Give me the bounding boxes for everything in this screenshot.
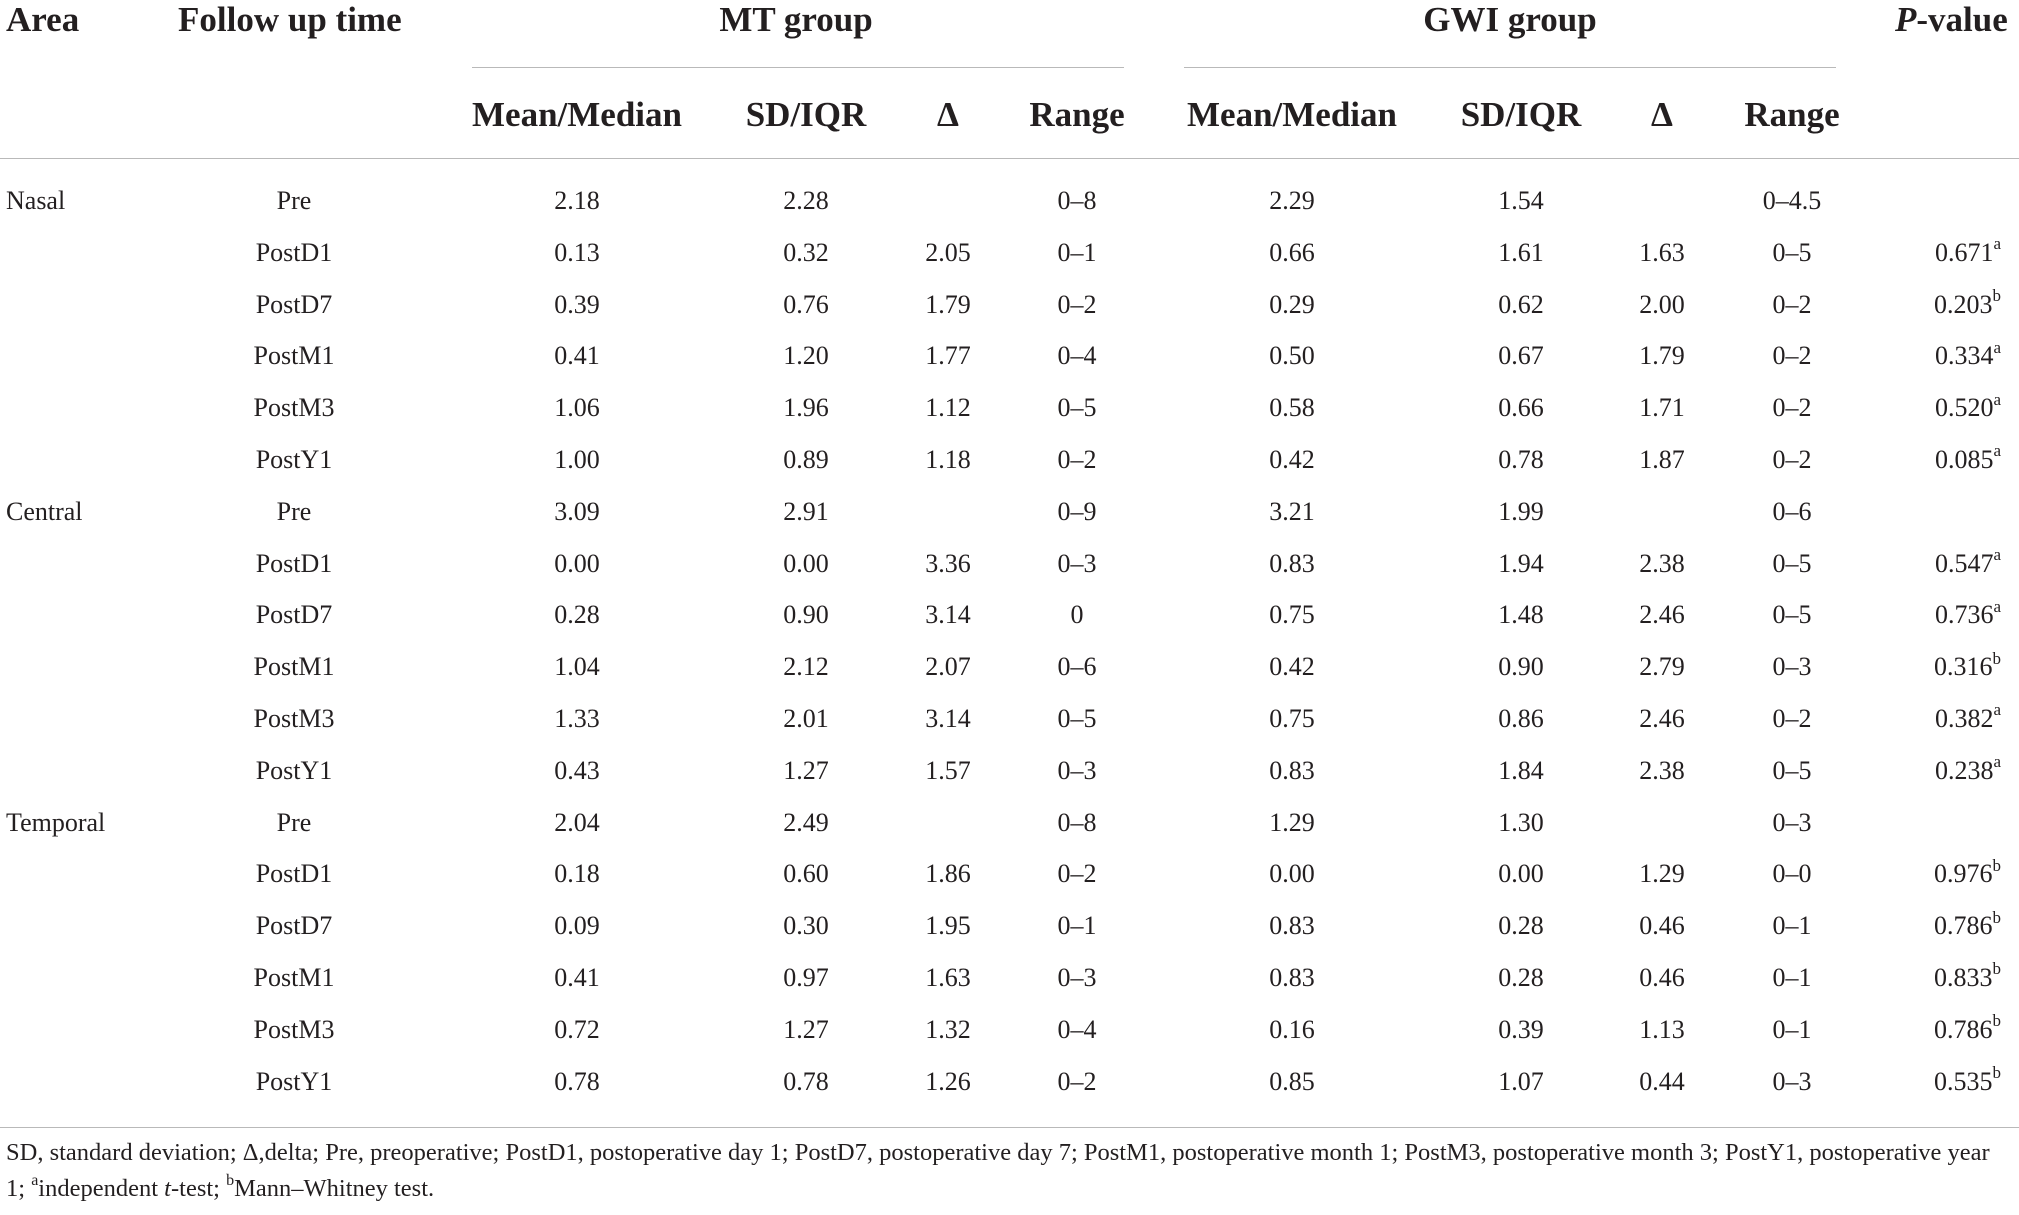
gwi-sd-cell: 0.28 <box>1498 911 1544 941</box>
mt-range-cell: 0–9 <box>1057 496 1097 526</box>
p-value-number: 0.547 <box>1934 548 1994 578</box>
follow-up-cell: PostD1 <box>255 548 333 578</box>
gwi-delta-cell: 1.79 <box>1639 341 1685 371</box>
gwi-mean-cell: 0.75 <box>1269 704 1315 733</box>
mt-range-cell: 0–5 <box>1057 704 1097 733</box>
p-value-test-marker: a <box>1993 389 2001 409</box>
gwi-mean-cell: 0.42 <box>1269 445 1315 474</box>
gwi-sd-cell: 0.67 <box>1498 341 1544 371</box>
gwi-sd-cell: 0.28 <box>1498 963 1544 992</box>
mt-mean-cell: 0.43 <box>554 755 600 785</box>
mt-mean-cell: 0.39 <box>554 289 600 319</box>
mt-sd-cell: 2.12 <box>783 652 829 682</box>
p-value-number: 0.786 <box>1934 911 1993 941</box>
p-value-cell <box>1934 441 2001 475</box>
header-area: Area <box>6 0 80 39</box>
mt-delta-cell: 1.57 <box>925 755 971 785</box>
gwi-sd-cell: 0.39 <box>1498 1014 1544 1044</box>
mt-mean-cell: 0.28 <box>554 600 600 630</box>
p-value-number: 0.382 <box>1934 704 1994 733</box>
mt-sd-cell: 0.60 <box>783 859 829 889</box>
p-value-test-marker: a <box>1993 337 2001 357</box>
header-bottom-rule <box>0 158 2019 159</box>
gwi-delta-cell: 1.63 <box>1639 237 1685 267</box>
mt-range-cell: 0–4 <box>1057 1014 1097 1044</box>
follow-up-cell: PostD1 <box>255 859 333 889</box>
mt-range-cell: 0–2 <box>1057 445 1097 474</box>
gwi-delta-cell: 1.87 <box>1639 445 1685 474</box>
mt-sd-cell: 0.32 <box>783 237 829 267</box>
mt-sd-cell: 1.27 <box>783 1014 829 1044</box>
mt-range-cell: 0–1 <box>1057 237 1097 267</box>
mt-range-cell: 0–2 <box>1057 289 1097 319</box>
mt-delta-cell: 2.05 <box>925 237 971 267</box>
p-value-test-marker: b <box>1992 285 2001 305</box>
table-bottom-rule <box>0 1127 2019 1128</box>
gwi-range-cell: 0–2 <box>1772 445 1812 474</box>
mt-delta-cell: 1.12 <box>925 393 971 423</box>
mt-sd-cell: 0.00 <box>783 548 829 578</box>
mt-mean-cell: 1.04 <box>554 652 600 682</box>
gwi-range-cell: 0–3 <box>1772 807 1812 837</box>
gwi-sd-cell: 1.84 <box>1498 755 1544 785</box>
mt-range-cell: 0–8 <box>1057 186 1097 215</box>
gwi-sd-cell: 1.61 <box>1498 237 1544 267</box>
gwi-sd-cell: 0.66 <box>1498 393 1544 423</box>
gwi-delta-cell: 1.71 <box>1639 393 1685 423</box>
gwi-delta-cell: 2.46 <box>1639 600 1685 630</box>
mt-delta-cell: 1.95 <box>925 911 971 941</box>
mt-sd-cell: 0.30 <box>783 911 829 941</box>
follow-up-cell: PostM1 <box>253 652 335 682</box>
mt-mean-cell: 0.00 <box>554 548 600 578</box>
follow-up-cell: PostD7 <box>255 600 333 630</box>
gwi-delta-cell: 1.29 <box>1639 859 1685 889</box>
gwi-range-cell: 0–2 <box>1772 704 1812 733</box>
gwi-range-cell: 0–1 <box>1772 963 1812 992</box>
area-cell: Nasal <box>6 186 66 215</box>
mt-range-cell: 0–5 <box>1057 393 1097 423</box>
mt-sd-cell: 2.49 <box>783 807 829 837</box>
mt-range-cell: 0 <box>1070 600 1084 630</box>
mt-mean-cell: 0.72 <box>554 1014 600 1044</box>
gwi-mean-cell: 1.29 <box>1269 807 1315 837</box>
gwi-range-cell: 0–5 <box>1772 237 1812 267</box>
p-value-test-marker: a <box>1993 752 2001 772</box>
gwi-range-cell: 0–6 <box>1772 496 1812 526</box>
gwi-mean-cell: 0.66 <box>1269 237 1315 267</box>
follow-up-cell: PostD7 <box>255 289 333 319</box>
footnote-text-4: Mann–Whitney test. <box>234 1175 435 1202</box>
gwi-range-cell: 0–1 <box>1772 911 1812 941</box>
mt-delta-cell: 3.14 <box>925 600 971 630</box>
p-value-cell <box>1934 752 2001 786</box>
subheader-gwi-delta: Δ <box>1651 95 1673 134</box>
p-value-number: 0.203 <box>1934 289 1993 319</box>
p-value-number: 0.786 <box>1934 1014 1993 1044</box>
mt-sd-cell: 1.20 <box>783 341 829 371</box>
mt-sd-cell: 0.90 <box>783 600 829 630</box>
gwi-range-cell: 0–1 <box>1772 1014 1812 1044</box>
mt-delta-cell: 1.86 <box>925 859 971 889</box>
gwi-mean-cell: 3.21 <box>1269 496 1315 526</box>
gwi-delta-cell: 1.13 <box>1639 1014 1685 1044</box>
mt-range-cell: 0–4 <box>1057 341 1097 371</box>
footnote-text-2: independent <box>38 1175 165 1202</box>
p-value-cell <box>1934 544 2001 579</box>
mt-delta-cell: 1.79 <box>925 289 971 319</box>
gwi-range-cell: 0–5 <box>1772 600 1812 630</box>
p-value-test-marker: b <box>1992 907 2001 927</box>
mt-delta-cell: 3.36 <box>925 548 971 578</box>
mt-mean-cell: 0.18 <box>554 859 600 889</box>
p-value-number: 0.316 <box>1934 652 1993 682</box>
p-value-cell <box>1934 1062 2001 1097</box>
mt-delta-cell: 1.32 <box>925 1014 971 1044</box>
gwi-sd-cell: 1.54 <box>1498 186 1544 215</box>
gwi-mean-cell: 0.85 <box>1269 1066 1315 1096</box>
gwi-range-cell: 0–3 <box>1772 652 1812 682</box>
subheader-mt-range: Range <box>1029 95 1125 134</box>
gwi-mean-cell: 0.00 <box>1269 859 1315 889</box>
mt-range-cell: 0–3 <box>1057 755 1097 785</box>
mt-mean-cell: 2.18 <box>554 186 600 215</box>
p-value-test-marker: b <box>1992 959 2001 979</box>
p-value-number: 0.535 <box>1934 1066 1993 1096</box>
mt-mean-cell: 0.78 <box>554 1066 600 1096</box>
mt-mean-cell: 3.09 <box>554 496 600 526</box>
gwi-delta-cell: 0.44 <box>1639 1066 1685 1096</box>
gwi-range-cell: 0–3 <box>1772 1066 1812 1096</box>
mt-sd-cell: 1.96 <box>783 393 829 423</box>
footnote-sup-b: b <box>226 1171 235 1189</box>
gwi-range-cell: 0–5 <box>1772 548 1812 578</box>
mt-delta-cell: 1.77 <box>925 341 971 371</box>
mt-delta-cell: 2.07 <box>925 652 971 682</box>
gwi-sd-cell: 1.30 <box>1498 807 1544 837</box>
p-value-number: 0.976 <box>1934 859 1993 889</box>
mt-mean-cell: 2.04 <box>554 807 600 837</box>
mt-range-cell: 0–2 <box>1057 1066 1097 1096</box>
footnote-text-1: SD, standard deviation; Δ,delta; Pre, preoperative; PostD1, postoperative day 1; PostD7, postoperative day 7; PostM1, postoperative month 1; PostM3, postoperative month 3; PostY1, postoperative year 1; <box>6 1139 1990 1202</box>
header-p-value <box>1895 0 2008 40</box>
p-value-number: 0.238 <box>1934 755 1994 785</box>
gwi-delta-cell: 2.38 <box>1639 755 1685 785</box>
mt-range-cell: 0–6 <box>1057 652 1097 682</box>
gwi-delta-cell: 2.46 <box>1639 704 1685 733</box>
mt-mean-cell: 1.00 <box>554 445 600 474</box>
mt-range-cell: 0–1 <box>1057 911 1097 941</box>
subheader-gwi-mean: Mean/Median <box>1187 95 1397 134</box>
gwi-delta-cell: 2.79 <box>1639 652 1685 682</box>
mt-mean-cell: 1.06 <box>554 393 600 423</box>
p-value-cell <box>1934 959 2001 993</box>
area-cell: Temporal <box>6 807 106 837</box>
follow-up-cell: PostY1 <box>255 445 333 474</box>
mt-sd-cell: 2.28 <box>783 186 829 215</box>
gwi-sd-cell: 0.90 <box>1498 652 1544 682</box>
gwi-sd-cell: 1.48 <box>1498 600 1544 630</box>
table-footnote <box>6 1135 2011 1207</box>
footnote-t-italic: t <box>164 1175 171 1202</box>
mt-sd-cell: 2.91 <box>783 496 829 526</box>
gwi-sd-cell: 0.62 <box>1498 289 1544 319</box>
p-value-test-marker: a <box>1993 544 2001 564</box>
gwi-range-cell: 0–5 <box>1772 755 1812 785</box>
gwi-sd-cell: 0.86 <box>1498 704 1544 733</box>
follow-up-cell: PostY1 <box>255 755 333 785</box>
header-follow-up-time: Follow up time <box>178 0 402 39</box>
p-value-test-marker: b <box>1992 855 2001 875</box>
p-value-test-marker: b <box>1992 1011 2001 1031</box>
gwi-range-cell: 0–2 <box>1772 393 1812 423</box>
gwi-group-underline <box>1184 67 1836 68</box>
gwi-mean-cell: 0.42 <box>1269 652 1315 682</box>
gwi-sd-cell: 0.78 <box>1498 445 1544 474</box>
mt-range-cell: 0–3 <box>1057 963 1097 992</box>
mt-delta-cell: 1.18 <box>925 445 971 474</box>
mt-sd-cell: 0.89 <box>783 445 829 474</box>
p-value-test-marker: a <box>1993 596 2001 616</box>
follow-up-cell: Pre <box>276 807 312 837</box>
p-value-test-marker: b <box>1992 648 2001 668</box>
mt-mean-cell: 0.09 <box>554 911 600 941</box>
p-value-cell <box>1934 700 2001 734</box>
follow-up-cell: PostM1 <box>253 963 335 992</box>
p-value-suffix: -value <box>1916 0 2008 39</box>
p-value-cell <box>1934 234 2001 268</box>
p-value-number: 0.520 <box>1934 393 1994 423</box>
follow-up-cell: PostM3 <box>253 393 335 423</box>
mt-delta-cell: 1.63 <box>925 963 971 992</box>
mt-sd-cell: 1.27 <box>783 755 829 785</box>
gwi-sd-cell: 0.00 <box>1498 859 1544 889</box>
p-value-cell <box>1934 389 2001 423</box>
gwi-sd-cell: 1.07 <box>1498 1066 1544 1096</box>
subheader-mt-delta: Δ <box>937 95 959 134</box>
mt-group-underline <box>472 67 1124 68</box>
subheader-gwi-range: Range <box>1744 95 1840 134</box>
gwi-mean-cell: 2.29 <box>1269 186 1315 215</box>
follow-up-cell: Pre <box>276 186 312 215</box>
mt-mean-cell: 1.33 <box>554 704 600 733</box>
follow-up-cell: PostD7 <box>255 911 333 941</box>
gwi-range-cell: 0–4.5 <box>1762 186 1822 215</box>
gwi-sd-cell: 1.99 <box>1498 496 1544 526</box>
follow-up-cell: PostM3 <box>253 1014 335 1044</box>
gwi-mean-cell: 0.83 <box>1269 911 1315 941</box>
gwi-sd-cell: 1.94 <box>1498 548 1544 578</box>
gwi-mean-cell: 0.83 <box>1269 755 1315 785</box>
gwi-range-cell: 0–2 <box>1772 341 1812 371</box>
gwi-range-cell: 0–2 <box>1772 289 1812 319</box>
gwi-mean-cell: 0.58 <box>1269 393 1315 423</box>
p-value-cell <box>1934 596 2001 630</box>
subheader-gwi-sd: SD/IQR <box>1460 95 1582 134</box>
gwi-mean-cell: 0.83 <box>1269 548 1315 578</box>
mt-delta-cell: 1.26 <box>925 1066 971 1096</box>
p-value-number: 0.736 <box>1934 600 1994 630</box>
p-value-test-marker: b <box>1992 1062 2001 1082</box>
subheader-mt-mean: Mean/Median <box>472 95 682 134</box>
gwi-delta-cell: 2.00 <box>1639 289 1685 319</box>
mt-mean-cell: 0.41 <box>554 963 600 992</box>
p-value-test-marker: a <box>1993 700 2001 720</box>
p-value-cell <box>1934 855 2001 889</box>
p-value-cell <box>1934 337 2001 371</box>
follow-up-cell: PostD1 <box>255 237 333 267</box>
mt-range-cell: 0–3 <box>1057 548 1097 578</box>
gwi-delta-cell: 2.38 <box>1639 548 1685 578</box>
follow-up-cell: PostM3 <box>253 704 335 733</box>
subheader-mt-sd: SD/IQR <box>745 95 867 134</box>
p-value-number: 0.833 <box>1934 963 1993 992</box>
p-value-number: 0.671 <box>1934 237 1994 267</box>
header-gwi-group: GWI group <box>1423 0 1597 39</box>
follow-up-cell: PostY1 <box>255 1066 333 1096</box>
follow-up-cell: PostM1 <box>253 341 335 371</box>
p-value-test-marker: a <box>1993 441 2001 461</box>
header-mt-group: MT group <box>719 0 873 39</box>
area-cell: Central <box>6 496 83 526</box>
mt-range-cell: 0–8 <box>1057 807 1097 837</box>
p-value-number: 0.334 <box>1934 341 1994 371</box>
gwi-delta-cell: 0.46 <box>1639 911 1685 941</box>
p-value-test-marker: a <box>1993 234 2001 254</box>
footnote-sup-a: a <box>31 1171 39 1189</box>
p-value-cell <box>1934 285 2001 320</box>
p-value-cell <box>1934 648 2001 682</box>
gwi-mean-cell: 0.50 <box>1269 341 1315 371</box>
gwi-mean-cell: 0.75 <box>1269 600 1315 630</box>
mt-range-cell: 0–2 <box>1057 859 1097 889</box>
gwi-range-cell: 0–0 <box>1772 859 1812 889</box>
mt-sd-cell: 2.01 <box>783 704 829 733</box>
gwi-delta-cell: 0.46 <box>1639 963 1685 992</box>
gwi-mean-cell: 0.83 <box>1269 963 1315 992</box>
mt-sd-cell: 0.97 <box>783 963 829 992</box>
p-italic: P <box>1895 0 1917 39</box>
mt-sd-cell: 0.78 <box>783 1066 829 1096</box>
mt-mean-cell: 0.13 <box>554 237 600 267</box>
gwi-mean-cell: 0.29 <box>1269 289 1315 319</box>
p-value-cell <box>1934 1011 2001 1045</box>
gwi-mean-cell: 0.16 <box>1269 1014 1315 1044</box>
p-value-number: 0.085 <box>1934 445 1994 474</box>
p-value-cell <box>1934 907 2001 941</box>
follow-up-cell: Pre <box>276 496 312 526</box>
footnote-text-3: -test; <box>170 1175 227 1202</box>
mt-delta-cell: 3.14 <box>925 704 971 733</box>
mt-sd-cell: 0.76 <box>783 289 829 319</box>
mt-mean-cell: 0.41 <box>554 341 600 371</box>
